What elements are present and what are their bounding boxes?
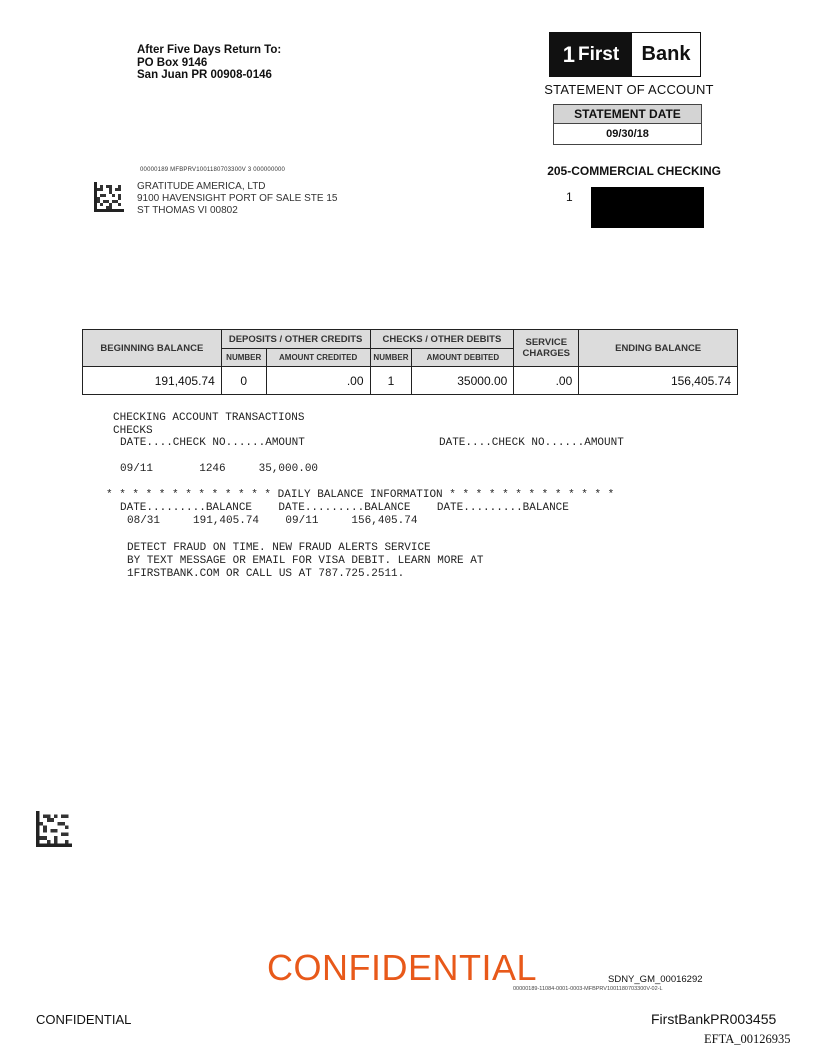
amount-credited-value: .00 [266,367,370,395]
redaction-box [591,187,704,228]
customer-street: 9100 HAVENSIGHT PORT OF SALE STE 15 [137,193,338,204]
logo-word-first: First [578,43,620,65]
logo-first-block [550,33,632,76]
notice-line1: DETECT FRAUD ON TIME. NEW FRAUD ALERTS SERVICE [127,542,431,554]
service-charges-value: .00 [514,367,579,395]
checks-columns-left: DATE....CHECK NO......AMOUNT [120,437,305,449]
firstbank-logo [549,32,701,77]
sdny-bates-number: SDNY_GM_00016292 [608,974,703,985]
account-summary-table [82,329,738,395]
deposits-header: DEPOSITS / OTHER CREDITS [221,330,370,349]
logo-number: 1 [562,41,576,67]
transactions-heading: CHECKING ACCOUNT TRANSACTIONS [113,412,305,424]
mailing-micro-code: 00000189 MFBPRV1001180703300V 3 000000000 [140,167,286,173]
efta-number: EFTA_00126935 [704,1032,791,1046]
statement-date-value: 09/30/18 [606,128,649,140]
return-address [137,44,281,82]
statement-title: STATEMENT OF ACCOUNT [544,82,714,97]
bottom-datamatrix-barcode-icon [36,811,72,847]
return-address-line2: PO Box 9146 [137,56,208,69]
return-address-line3: San Juan PR 00908-0146 [137,69,272,81]
checks-subheading: CHECKS [113,425,153,437]
statement-date-box [553,104,702,145]
service-label-line2: CHARGES [522,348,571,359]
confidential-label: CONFIDENTIAL [36,1012,132,1027]
deposits-number-header: NUMBER [221,349,266,367]
service-charges-header [514,330,579,367]
amount-debited-header: AMOUNT DEBITED [412,349,514,367]
account-number: 1 [566,190,573,204]
checks-header: CHECKS / OTHER DEBITS [370,330,514,349]
checks-number-header: NUMBER [370,349,412,367]
statement-date-label: STATEMENT DATE [554,105,701,124]
confidential-stamp: CONFIDENTIAL [267,947,538,988]
checks-number-value: 1 [370,367,412,395]
logo-word-bank: Bank [641,43,691,65]
mailing-address [137,181,337,217]
customer-city: ST THOMAS VI 00802 [137,205,238,216]
footer-micro-code: 00000189-11084-0001-0003-MFBPRV1001180703300V-02-L [513,986,663,992]
checks-columns-right: DATE....CHECK NO......AMOUNT [439,437,624,449]
datamatrix-barcode-icon [94,182,124,212]
ending-balance-header: ENDING BALANCE [579,330,738,367]
notice-line3: 1FIRSTBANK.COM OR CALL US AT 787.725.2511. [127,568,405,580]
account-type: 205-COMMERCIAL CHECKING [547,164,721,178]
customer-name: GRATITUDE AMERICA, LTD [137,181,266,192]
beginning-balance-value: 191,405.74 [83,367,222,395]
amount-credited-header: AMOUNT CREDITED [266,349,370,367]
daily-balance-columns: DATE.........BALANCE DATE.........BALANCE DATE.........BALANCE [120,502,569,514]
beginning-balance-header: BEGINNING BALANCE [83,330,222,367]
service-label-line1: SERVICE [525,337,568,348]
daily-balance-heading: * * * * * * * * * * * * * DAILY BALANCE INFORMATION * * * * * * * * * * * * * [106,489,615,501]
notice-line2: BY TEXT MESSAGE OR EMAIL FOR VISA DEBIT. LEARN MORE AT [127,555,484,567]
return-address-line1: After Five Days Return To: [137,44,282,56]
ending-balance-value: 156,405.74 [579,367,738,395]
check-row: 09/11 1246 35,000.00 [120,463,319,475]
amount-debited-value: 35000.00 [412,367,514,395]
firstbank-bates-number: FirstBankPR003455 [651,1011,777,1027]
deposits-number-value: 0 [221,367,266,395]
daily-balance-row: 08/31 191,405.74 09/11 156,405.74 [127,515,418,527]
